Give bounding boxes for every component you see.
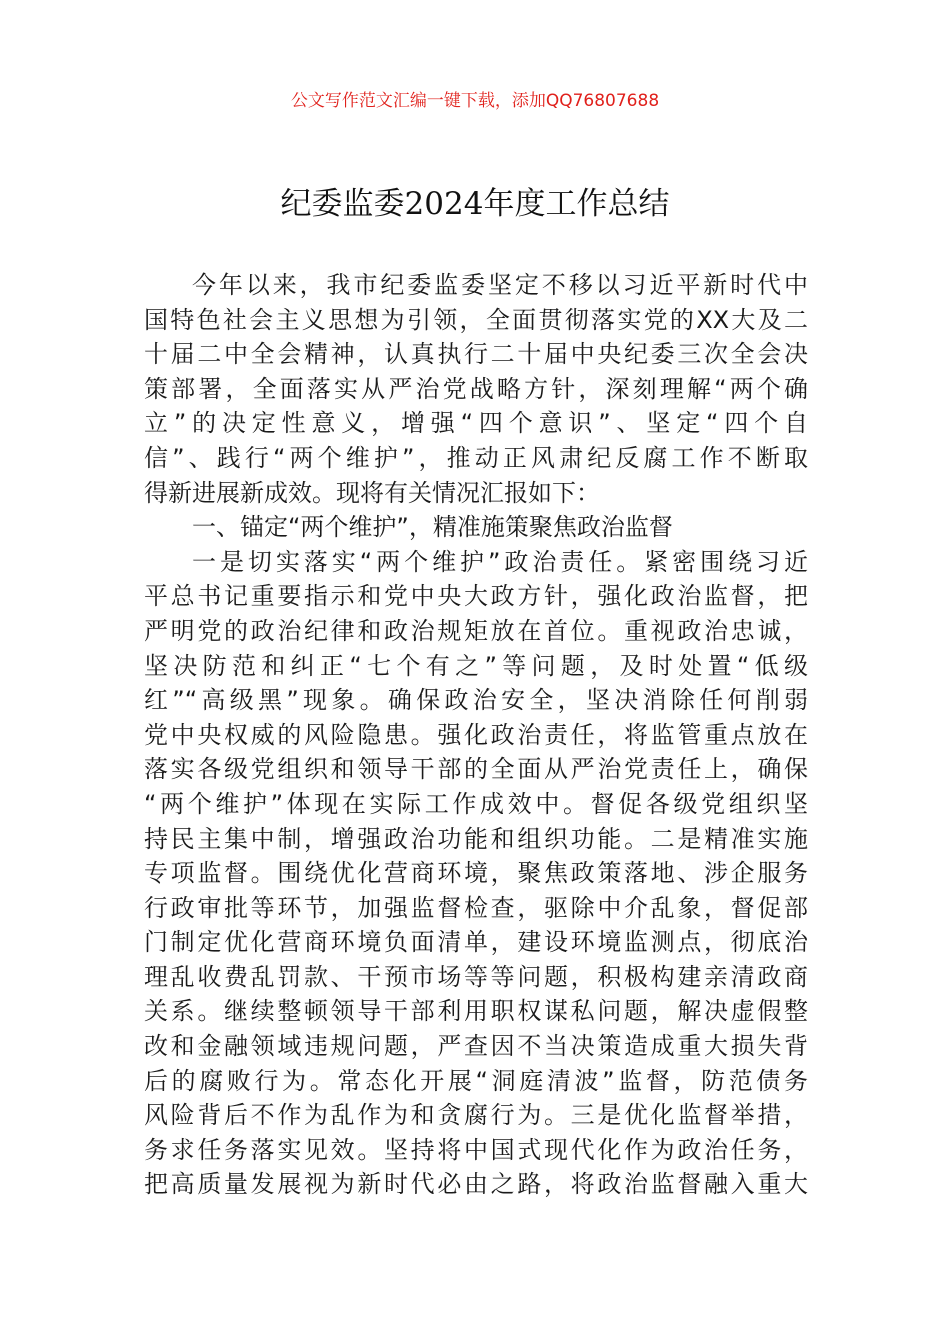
- body-line: 信”、践行“两个维护”，推动正风肃纪反腐工作不断取: [144, 443, 808, 472]
- body-line: 把高质量发展视为新时代必由之路，将政治监督融入重大: [144, 1170, 808, 1199]
- body-line: 今年以来，我市纪委监委坚定不移以习近平新时代中: [192, 271, 808, 299]
- body-line: 门制定优化营商环境负面清单，建设环境监测点，彻底治: [144, 928, 808, 957]
- body-line: 持民主集中制，增强政治功能和组织功能。二是精准实施: [144, 824, 808, 853]
- body-line: “两个维护”体现在实际工作成效中。督促各级党组织坚: [144, 789, 808, 818]
- body-line: 一是切实落实“两个维护”政治责任。紧密围绕习近: [192, 547, 808, 576]
- document-body: [144, 268, 808, 1202]
- body-line: 改和金融领域违规问题，严查因不当决策造成重大损失背: [144, 1032, 808, 1061]
- body-line: 务求任务落实见效。坚持将中国式现代化作为政治任务，: [144, 1135, 808, 1164]
- body-line: 红”“高级黑”现象。确保政治安全，坚决消除任何削弱: [144, 686, 808, 715]
- body-line: 风险背后不作为乱作为和贪腐行为。三是优化监督举措，: [144, 1101, 808, 1130]
- body-line: 关系。继续整顿领导干部利用职权谋私问题，解决虚假整: [144, 997, 808, 1026]
- body-line: 落实各级党组织和领导干部的全面从严治党责任上，确保: [144, 755, 808, 784]
- body-line: 专项监督。围绕优化营商环境，聚焦政策落地、涉企服务: [144, 859, 808, 888]
- body-line: 坚决防范和纠正“七个有之”等问题，及时处置“低级: [144, 651, 808, 680]
- document-title: 纪委监委2024年度工作总结: [280, 186, 670, 222]
- body-line: 严明党的政治纪律和政治规矩放在首位。重视政治忠诚，: [144, 616, 808, 645]
- body-line: 后的腐败行为。常态化开展“洞庭清波”监督，防范债务: [144, 1066, 808, 1095]
- body-line: 策部署，全面落实从严治党战略方针，深刻理解“两个确: [144, 374, 808, 403]
- body-line: 得新进展新成效。现将有关情况汇报如下：: [144, 478, 600, 507]
- body-line: 立”的决定性意义，增强“四个意识”、坚定“四个自: [144, 409, 808, 438]
- body-line: 理乱收费乱罚款、干预市场等等问题，积极构建亲清政商: [144, 962, 808, 991]
- body-line: 十届二中全会精神，认真执行二十届中央纪委三次全会决: [144, 340, 808, 369]
- body-line: 国特色社会主义思想为引领，全面贯彻落实党的XX大及二: [144, 305, 808, 334]
- section-heading: 一、锚定“两个维护”，精准施策聚焦政治监督: [192, 513, 673, 542]
- body-line: 党中央权威的风险隐患。强化政治责任，将监管重点放在: [144, 720, 808, 749]
- body-line: 平总书记重要指示和党中央大政方针，强化政治监督，把: [144, 582, 808, 611]
- body-line: 行政审批等环节，加强监督检查，驱除中介乱象，督促部: [144, 893, 808, 922]
- watermark-text: 公文写作范文汇编一键下载，添加QQ76807688: [290, 91, 660, 111]
